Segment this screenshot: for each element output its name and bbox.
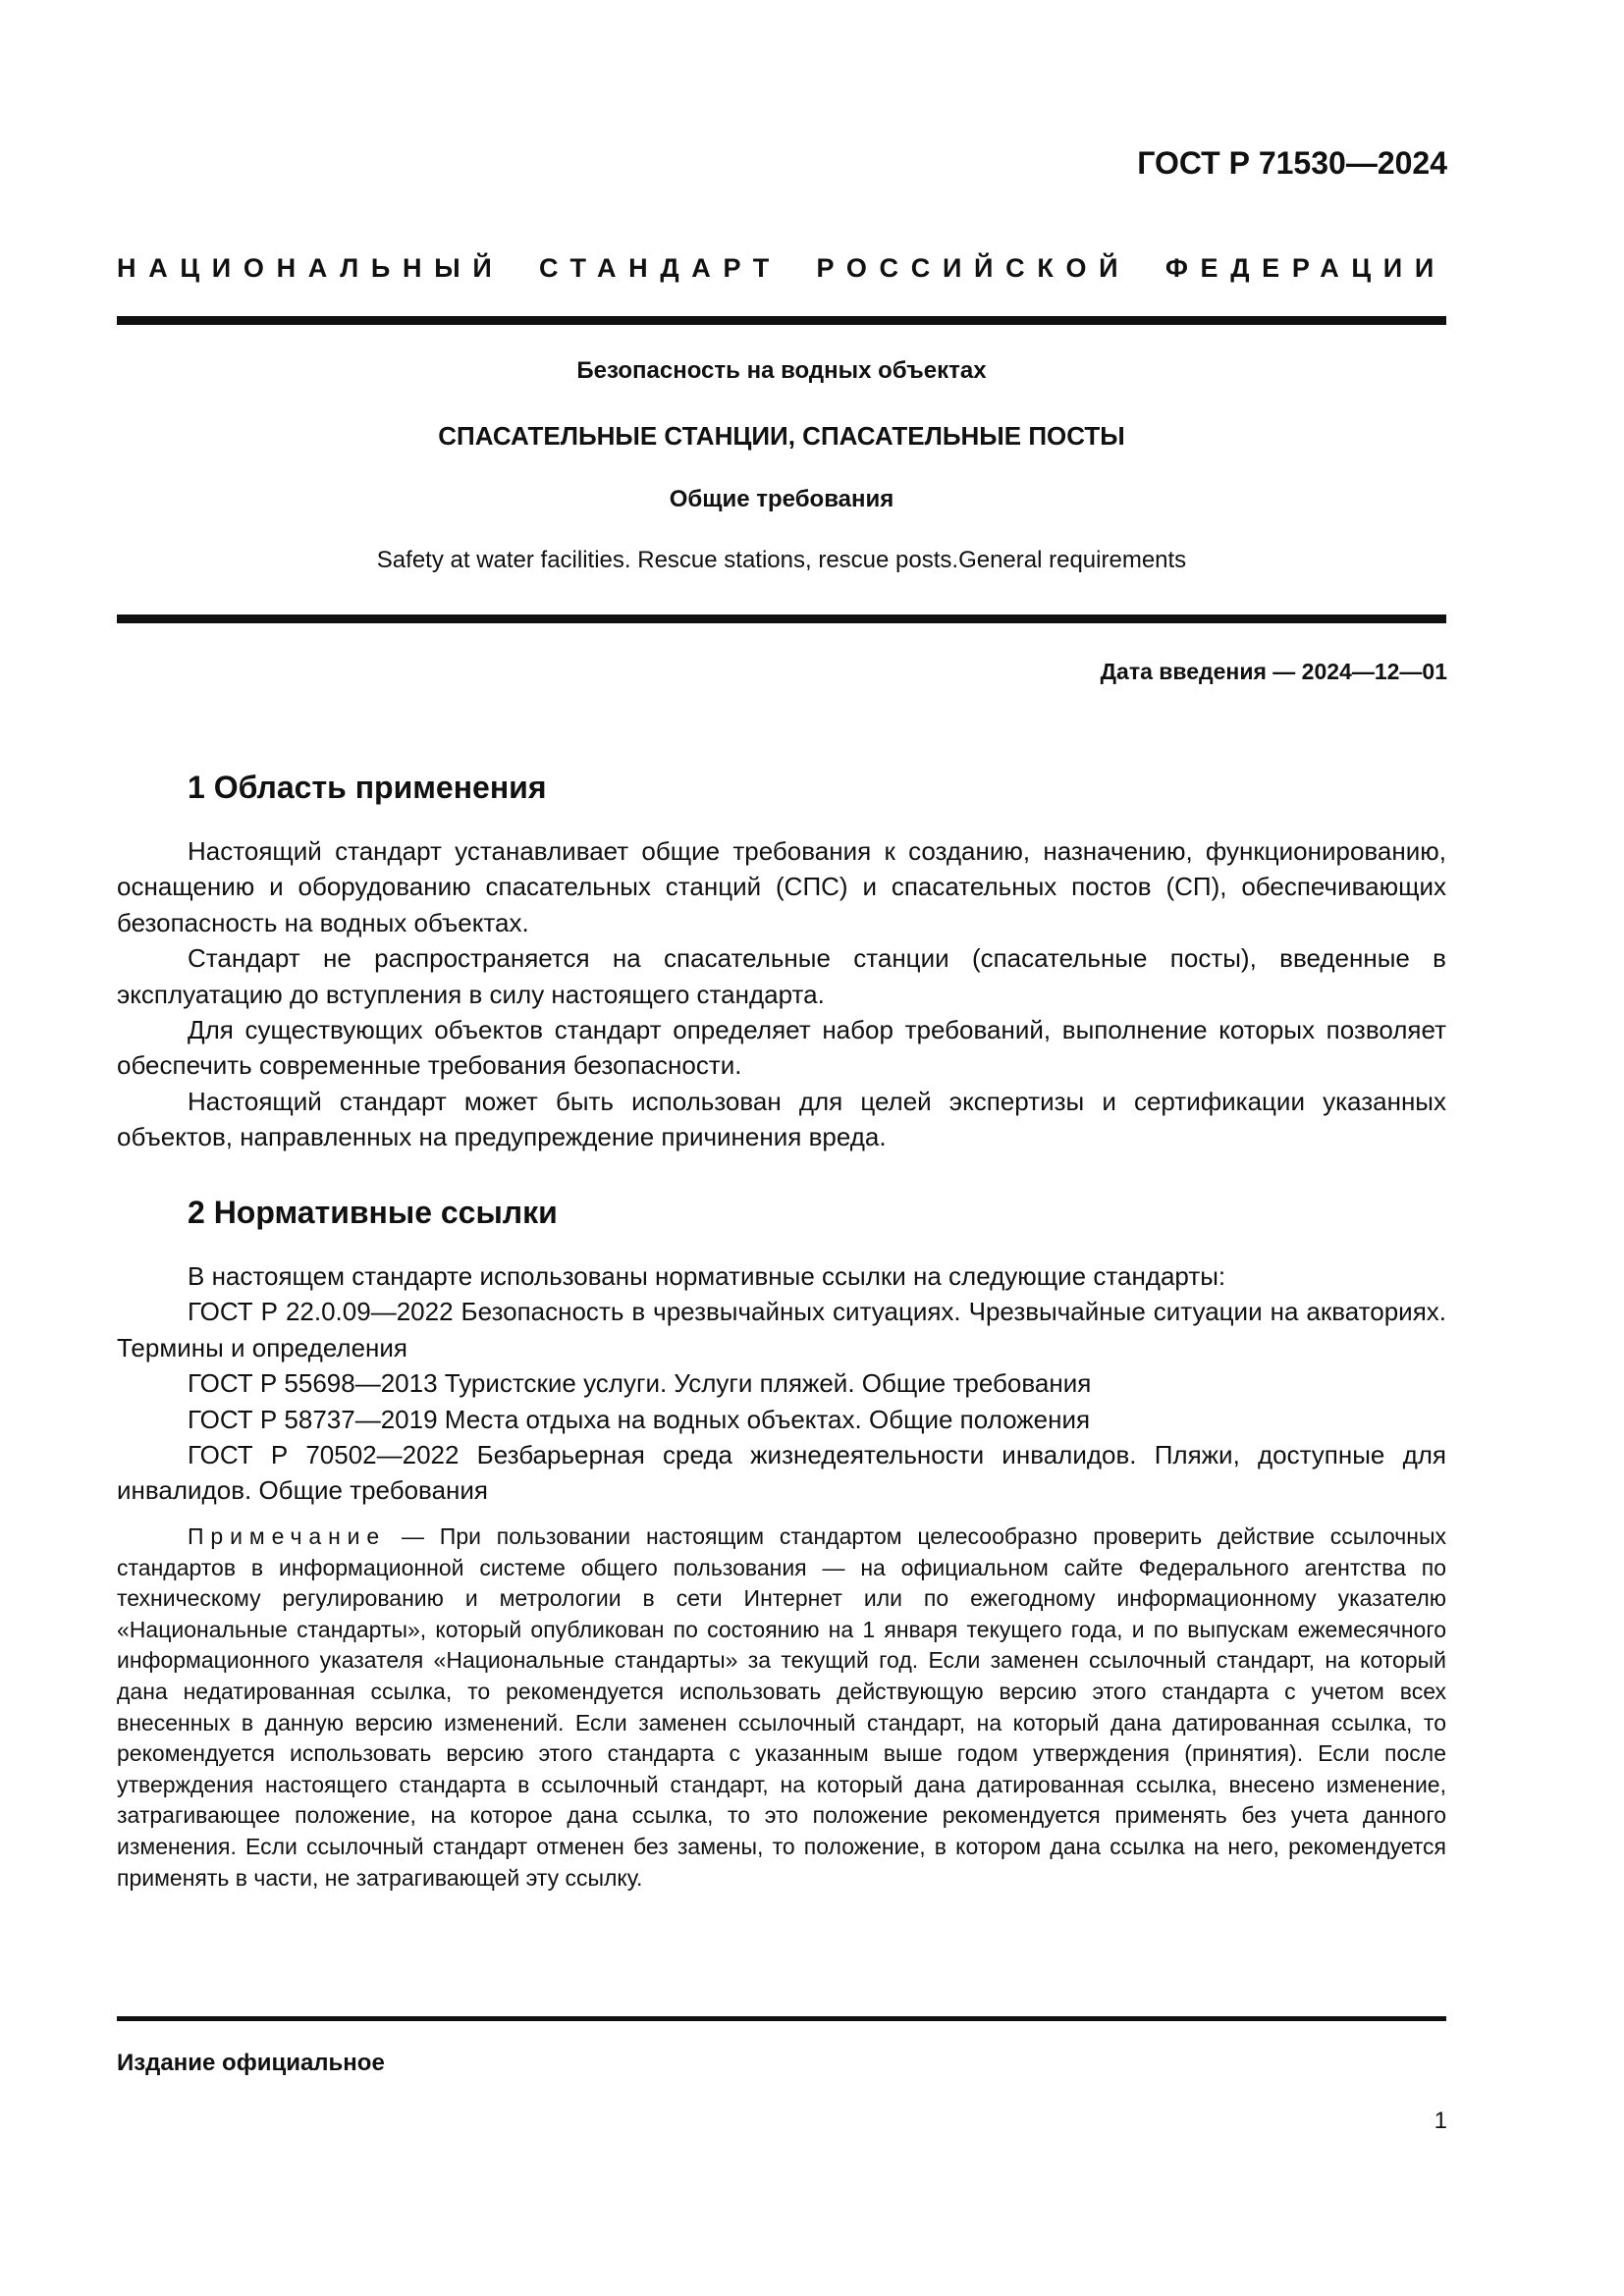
national-standard-banner: НАЦИОНАЛЬНЫЙ СТАНДАРТ РОССИЙСКОЙ ФЕДЕРАЦИИ xyxy=(117,253,1446,283)
section-1-paragraph: Для существующих объектов стандарт определяет набор требований, выполнение которых позволяет обеспечить современные требования безопасности. xyxy=(117,1015,1446,1081)
normative-reference: ГОСТ Р 70502—2022 Безбарьерная среда жизнедеятельности инвалидов. Пляжи, доступные для инвалидов. Общие требования xyxy=(117,1440,1446,1506)
footer-divider xyxy=(117,2016,1446,2021)
standard-field: Безопасность на водных объектах xyxy=(576,357,987,384)
section-1-paragraph: Настоящий стандарт может быть использован для целей экспертизы и сертификации указанных объектов, направленных на предупреждение причинения вреда. xyxy=(117,1086,1446,1152)
title-divider xyxy=(117,614,1446,623)
header-divider xyxy=(117,316,1446,325)
normative-reference: ГОСТ Р 58737—2019 Места отдыха на водных объектах. Общие положения xyxy=(188,1404,1091,1434)
document-code: ГОСТ Р 71530—2024 xyxy=(1137,145,1447,181)
normative-reference: ГОСТ Р 55698—2013 Туристские услуги. Услуги пляжей. Общие требования xyxy=(188,1368,1092,1399)
section-2-paragraph: В настоящем стандарте использованы нормативные ссылки на следующие стандарты: xyxy=(188,1261,1226,1291)
section-2-body xyxy=(117,1258,1446,1509)
section-1-heading: 1 Область применения xyxy=(188,770,547,805)
section-1-body xyxy=(117,833,1446,1155)
note-label: Примечание xyxy=(188,1523,387,1549)
standard-title: СПАСАТЕЛЬНЫЕ СТАНЦИИ, СПАСАТЕЛЬНЫЕ ПОСТЫ xyxy=(438,421,1125,451)
page-number: 1 xyxy=(1434,2108,1447,2134)
normative-reference: ГОСТ Р 22.0.09—2022 Безопасность в чрезвычайных ситуациях. Чрезвычайные ситуации на акваториях. Термины и определения xyxy=(117,1297,1446,1362)
note-text: — При пользовании настоящим стандартом целесообразно проверить действие ссылочных стандартов в информационной системе общего пользования — на официальном сайте Федерального агентства по техническому регулированию и метрологии в сети Интернет или по ежегодному информационному указателю «Национальные стандарты», который опубликован по состоянию на 1 января текущего года, и по выпускам ежемесячного информационного указателя «Национальные стандарты» за текущий год. Если заменен ссылочный стандарт, на который дана недатированная ссылка, то рекомендуется использовать действующую версию этого стандарта с учетом всех внесенных в данную версию изменений. Если заменен ссылочный стандарт, на который дана датированная ссылка, то рекомендуется использовать версию этого стандарта с указанным выше годом утверждения (принятия). Если после утверждения настоящего стандарта в ссылочный стандарт, на который дана датированная ссылка, внесено изменение, затрагивающее положение, на которое дана ссылка, то это положение рекомендуется применять без учета данного изменения. Если ссылочный стандарт отменен без замены, то положение, в котором дана ссылка на него, рекомендуется применять в части, не затрагивающей эту ссылку. xyxy=(117,1523,1446,1891)
section-1-paragraph: Стандарт не распространяется на спасательные станции (спасательные посты), введенные в эксплуатацию до вступления в силу настоящего стандарта. xyxy=(117,943,1446,1009)
section-2-heading: 2 Нормативные ссылки xyxy=(188,1195,558,1230)
standard-subtitle: Общие требования xyxy=(669,486,894,512)
reference-note xyxy=(117,1522,1446,1894)
official-edition-label: Издание официальное xyxy=(117,2050,385,2076)
introduction-date: Дата введения — 2024—12—01 xyxy=(1100,659,1447,684)
section-1-paragraph: Настоящий стандарт устанавливает общие требования к созданию, назначению, функционированию, оснащению и оборудованию спасательных станций (СПС) и спасательных постов (СП), обеспечивающих безопасность на водных объектах. xyxy=(117,836,1446,937)
standard-title-english: Safety at water facilities. Rescue stations, rescue posts.General requirements xyxy=(376,547,1187,573)
